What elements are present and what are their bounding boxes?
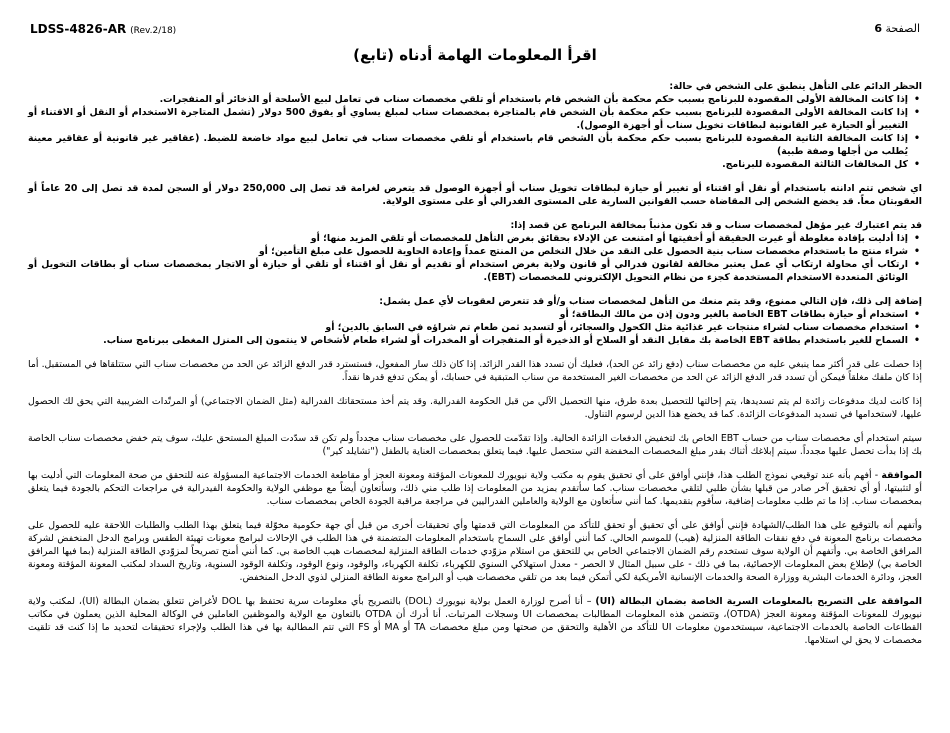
consent-label: الموافقة [881,470,922,481]
list-item: • شراء منتج ما باستخدام مخصصات سناب بنية الحصول على النقد من خلال التخلص من المنتج عمداً وإعادة الحاوية للحصول على مبلغ التأمين؛ أو [258,246,920,257]
ui-consent-text: – أنا أصرح لوزارة العمل بولاية نيويورك (DOL) بالتصريح بأي معلومات سرية تحتفظ بها DOL لأغراض تتعلق بضمان البطالة (UI)، لمكتب ولاية نيويورك للمعونات المؤقتة ومعونة العجز (OTDA)، وتتضمن هذه المعلومات المطالبات بمخصصات UI وسجلات المرتبات. أنا أدرك أن OTDA بالتعاون مع الولاية والموظفين العاملين في الوكالة المحلية الذين يعملون في مكاتب القطاعات الخاصة بالخدمات الاجتماعية، سيستخدمون معلومات UI للتأكد من الأهلية والتحقق من صحتها ومن مبلغ مخصصات TA أو MA أو FS التي تتم المطالبة بها في هذا الطلب ولإجراء تحقيقات لتحديد ما إذا كنت قد تلقيت مخصصات لا يحق لي استلامها. [28,596,922,646]
list-item: • ارتكاب أي محاولة ارتكاب أي عمل يعتبر مخالفة لقانون فدرالي أو قانون ولاية بغرض استخدام أو تقديم أو نقل أو اقتناء أو تلقي أو حيازة أو الاتجار بمخصصات سناب أو بطاقات التخويل أو الوثائق المتعددة الاستخدام المستخدمة كجزء من نظام التحويل الإلكتروني للمخصصات (EBT). [28,259,920,283]
list-item: • إذا كانت المخالفة الثانية المقصودة للبرنامج بسبب حكم محكمة بأن الشخص قام باستخدام أو تلقي مخصصات سناب في تعامل لبيع مواد خاضعة للضبط. (عقاقير غير قانونية أو عقاقير معينة يُطلب من أجلها وصفة طبية) [28,133,920,157]
form-revision: (Rev.2/18) [130,26,177,36]
page-label: الصفحة [885,22,920,35]
ineligible-section [28,219,922,284]
list-item: • كل المخالفات الثالثة المقصودة للبرنامج. [722,159,920,170]
document-body [28,80,922,658]
ui-consent-label: الموافقة على التصريح بالمعلومات السرية الخاصة بضمان البطالة (UI) [595,596,922,607]
consent-paragraph [28,469,922,508]
page-number-header [874,22,920,35]
penalty-paragraph: اي شخص تتم ادانته باستخدام أو نقل أو اقتناء أو تغيير أو حيازة لبطاقات تخويل سناب أو أجهزة الوصول قد يتعرض لغرامة قد تصل إلى 250,000 دولار أو السجن لمدة قد تصل إلى 20 عاماً أو العقوبتان معاً. قد يخضع الشخص إلى المقاضاة حسب القوانين السارية على المستوى الفدرالي أو على مستوى الولاية. [28,183,922,207]
ineligible-intro: قد يتم اعتبارك غير مؤهل لمخصصات سناب و قد تكون مذنباً بمخالفة البرنامج عن قصد إذا: [510,220,922,231]
debts-paragraph: إذا كانت لديك مدفوعات زائدة لم يتم تسديدها، يتم إحالتها للتحصيل بعدة طرق، منها التحصيل الآلي من قبل الحكومة الفدرالية. وقد يتم أخذ مستحقاتك الفدرالية (مثل الضمان الاجتماعي) أو المرتّدات الضريبية التي يحق لك الحصول عليها، لاستخدامها في تسديد المدفوعات الزائدة. كما قد يخضع هذا الدين لرسوم التناول. [28,396,922,420]
overpayment-paragraph: إذا حصلت على قدر أكثر مما ينبغي عليه من مخصصات سناب (دفع زائد عن الحد)، فعليك أن تسدد هذا القدر الزائد. إذا كان ذلك سار المفعول، فستسترد قدر الدفع الزائد عن الحد من مخصصات سناب التي ستتلقاها في المستقبل. أما إذا كان ملفك مغلقاً فيمكن أن تسدد قدر الدفع الزائد عن الحد من مخصصات الغير المستخدمة من سناب المتبقية في حسابك، أو يمكن تدفع قدرها نقداً. [28,359,922,383]
page-number: 6 [874,22,882,35]
list-item: • استخدام أو حيازة بطاقات EBT الخاصة بالغير ودون إذن من مالك البطاقة؛ أو [559,309,920,320]
form-code: LDSS-4826-AR [30,22,127,36]
disqualification-section [28,80,922,171]
prohibited-section [28,295,922,347]
list-item: • السماح للغير باستخدام بطاقة EBT الخاصة بك مقابل النقد أو السلاح أو الذخيرة أو المتفجرات أو المخدرات أو لشراء طعام لأشخاص لا ينتمون إلى المنزل المغطى ببرنامج سناب. [103,335,920,346]
consent-text: - أفهم بأنه عند توقيعي نموذج الطلب هذا، فإنني أوافق على أي تحقيق يقوم به مكتب ولاية نيويورك للمعونات المؤقتة ومعونة العجز أو مقاطعة الخدمات الاجتماعية المسؤولة عنه للتحقق من صحة المعلومات التي أدليت بها أو لتثبيتها، أو أي تحقيق آخر صادر من قبلها بشأن طلبي لتلقي مخصصات سناب. كما سأتقدم بمزيد من المعلومات إذا طلب مني ذلك، وسأتعاون أيضاً مع موظفي الولاية والحكومة الفيدرالية في مراجعات التحكم بالجودة فيما يتعلق بمخصصات سناب. إذا ما تم طلب معلومات إضافية، سأقوم بتقديمها. كما أنني سأتعاون مع الولاية والعاملين الفدراليين في مراجعة مراقبة الجودة الخاص بمخصصات سناب. [28,470,922,507]
prohibited-intro: إضافة إلى ذلك، فإن التالي ممنوع، وقد يتم منعك من التأهل لمخصصات سناب و/أو قد تتعرض لعقوبات لأي عمل يشمل: [379,296,922,307]
list-item: • إذا كانت المخالفة الأولى المقصودة للبرنامج بسبب حكم محكمة بأن الشخص قام باستخدام أو تلقي مخصصات سناب في تعامل لبيع الأسلحة أو الذخائر أو المتفجرات. [159,94,920,105]
heap-paragraph: وأتفهم أنه بالتوقيع على هذا الطلب/الشهادة فإنني أوافق على أي تحقيق أو تحقق للتأكد من المعلومات التي قدمتها وأي تحقيقات أخرى من قبل أي جهة حكومية مخوّلة فيما يتعلق بهذا الطلب والطلبات اللاحقة عليه للحصول على مخصصات برنامج المعونة في دفع نفقات الطاقة المنزلية (هيب) للموسم الحالي. كما أنني أوافق على السماح باستخدام المعلومات المتضمنة في هذا الطلب في الإحالات لبرامج معونات تهيئة الطقس وبرامج الدخل المنخفض لشركة المرافق الخاصة بي. وأتفهم أن الولاية سوف تستخدم رقم الضمان الاجتماعي الخاص بي للتحقق من استلام مزوّدي خدمات الطاقة المنزلية لمخصصات هيب الخاصة بي. كما أنني أمنح تصريحاً لمزوّدي الطاقة المنزلية (بما فيها المرافق الخاصة بي) لإطلاع بعض المعلومات الإحصائية، بما في ذلك - على سبيل المثال لا الحصر - معدل استهلاكي السنوي للكهرباء، تكلفة الكهرباء، والوقود، ونوع الوقود، وتكلفة الوقود السنوية، وتاريخ السداد لمكتب المعونة المؤقتة ومعونة العجز، ودائرة الخدمات البشرية ووزارة الصحة والخدمات الإنسانية الأمريكية لكي أتمكن فيما بعد من تلقي مخصصات هيب أو البرامج معونة الطاقة المنزلي لذوي الدخل المنخفض. [28,520,922,583]
page-title: اقرأ المعلومات الهامة أدناه (تابع) [353,46,597,64]
form-code-header [30,22,176,36]
ui-consent-paragraph [28,595,922,647]
disqualification-intro: الحظر الدائم على التأهل ينطبق على الشخص في حالة: [669,81,922,92]
list-item: • استخدام مخصصات سناب لشراء منتجات غير غذائية مثل الكحول والسجائر، أو لتسديد ثمن طعام تم شراؤه في السابق بالدين؛ أو [325,322,920,333]
list-item: • إذا كانت المخالفة الأولى المقصودة للبرنامج بسبب حكم محكمة بأن الشخص قام بالمتاجرة بمخصصات سناب لمبلغ يساوي أو يفوق 500 دولار (تشمل المتاجرة الاستخدام أو النقل أو الاقتناء أو التغيير أو الحيازة غير القانونية لبطاقات تخويل سناب أو أجهزة الوصول). [28,107,920,131]
list-item: • إذا أدليت بإفادة مغلوطة أو غيرت الحقيقة أو أخفيتها أو امتنعت عن الإدلاء بحقائق بغرض التأهل للمخصصات أو تلقي المزيد منها؛ أو [310,233,920,244]
expunge-paragraph: سيتم استخدام أي مخصصات سناب من حساب EBT الخاص بك لتخفيض الدفعات الزائدة الحالية. وإذا تقدّمت للحصول على مخصصات سناب مجدداً ولم تكن قد سدّدت المبلغ المستحق عليك، سوف يتم خفض مخصصات سناب الخاصة بك إذا بدأت تحصل عليها مجدداً. سيتم إبلاغك أثناك بقدر مبلغ المخصصات المخفضة التي ستحصل عليها. فيما يتعلق بمخصصات العناية بالطفل ("تشايلد كير") [28,433,923,457]
